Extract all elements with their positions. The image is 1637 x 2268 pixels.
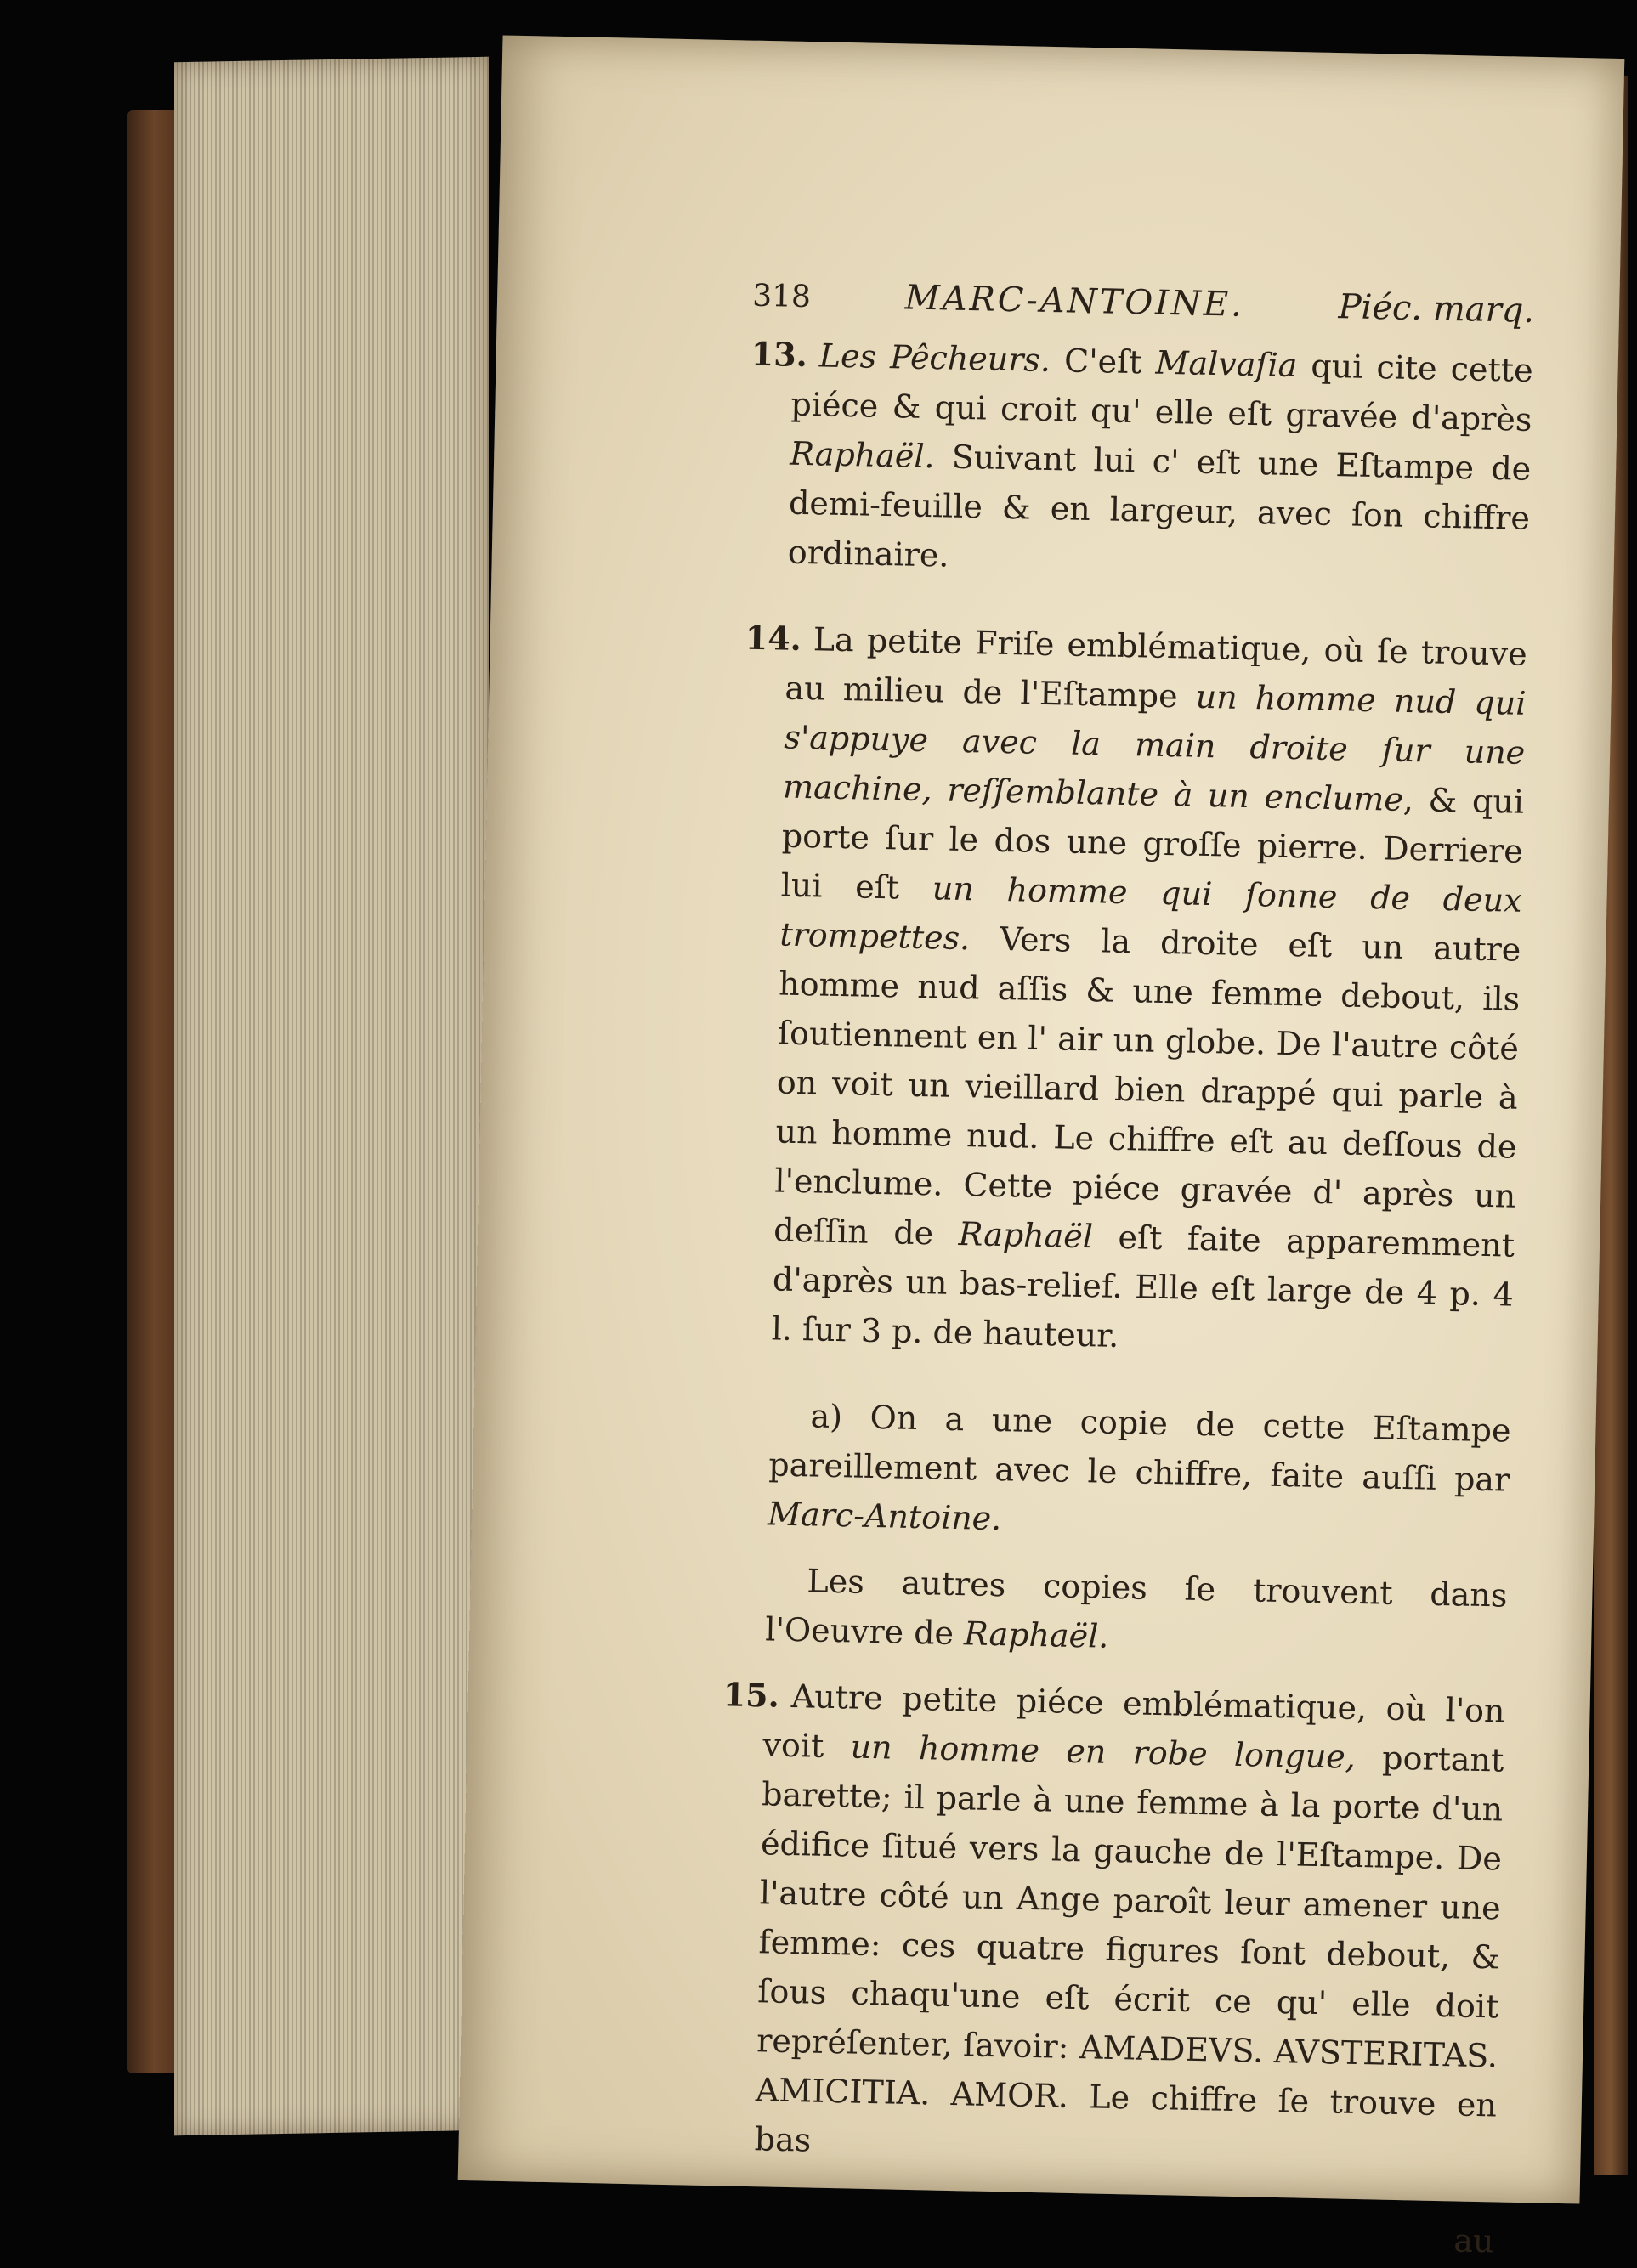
running-section: Piéc. marq. [1338,287,1535,331]
catalog-entry [713,1670,1505,2179]
running-title: MARC-ANTOINE. [904,278,1245,325]
page-number: 318 [751,278,812,315]
text-run: La petite Friſe emblématique, où ſe trouve au milieu de l'Eſtampe [785,620,1528,715]
italic-text: Malvaſia [1155,343,1298,385]
italic-text: Les Pêcheurs. [818,337,1051,380]
text-run: Les autres copies ſe trouvent dans l'Oeuvre de [764,1562,1508,1653]
text-run: portant barette; il parle à une femme à la porte d'un édifice ſitué vers la gauche de l'Eſtampe. De l'autre côté un Ange paroît leur amener une femme: ces quatre figures ſont debout, & ſous chaqu'une eſt écrit ce qu' elle doit repréſenter, ſavoir: AMADEVS. AVSTERITAS. AMICITIA. AMOR. Le chiffre ſe trouve en bas [754,1738,1504,2159]
italic-text: Raphaël [958,1214,1094,1256]
italic-text: un homme nud qui s'appuye avec la main droite ſur une machine, reſſemblante à un enclume [782,677,1527,818]
italic-text: Marc-Antoine. [767,1495,1002,1538]
book-page [458,35,1625,2260]
page-block-edges [174,57,489,2135]
text-run: Autre petite piéce emblématique, où l'on voit [762,1677,1506,1766]
entry-note [727,1389,1511,1553]
entry-note [724,1554,1508,1669]
catalog-entry [746,330,1533,592]
italic-text: Raphaël. [789,434,936,476]
catalog-entry [730,614,1527,1369]
italic-text: Raphaël. [963,1615,1109,1655]
running-head [752,270,1535,337]
entry-number: 15. [722,1675,780,1715]
text-run: a) On a une copie de cette Eſtampe pareillement avec le chiffre, faite auſſi par [768,1397,1511,1499]
italic-text: un homme qui ſonne de deux trompettes. [779,869,1522,958]
text-run: qui cite cette piéce & qui croit qu' elle eſt gravée d'après [790,347,1534,438]
text-run: , & qui porte ſur le dos une groſſe pierre. Derriere lui eſt [780,780,1525,908]
entry-number: 13. [751,334,808,375]
page-content [714,270,1535,2260]
text-run: Suivant lui c' eſt une Eſtampe de demi-feuille & en largeur, avec ſon chiffre ordinaire. [787,438,1532,574]
entries-list [713,330,1533,2180]
text-run: eſt faite apparemment d'après un bas-relief. Elle eſt large de 4 p. 4 l. ſur 3 p. de hauteur. [771,1218,1515,1355]
text-run: C'eſt [1050,342,1157,382]
italic-text: un homme en robe longue, [850,1728,1357,1776]
text-run: Vers la droite eſt un autre homme nud aſſis & une femme debout, ils ſoutiennent en l' air un globe. De l'autre côté on voit un vieillard bien drappé qui parle à un homme nud. Le chiffre eſt au deſſous de l'enclume. Cette piéce gravée d' après un deſſin de [773,919,1521,1253]
entry-number: 14. [745,618,802,658]
catchword: au [1453,2221,1494,2260]
